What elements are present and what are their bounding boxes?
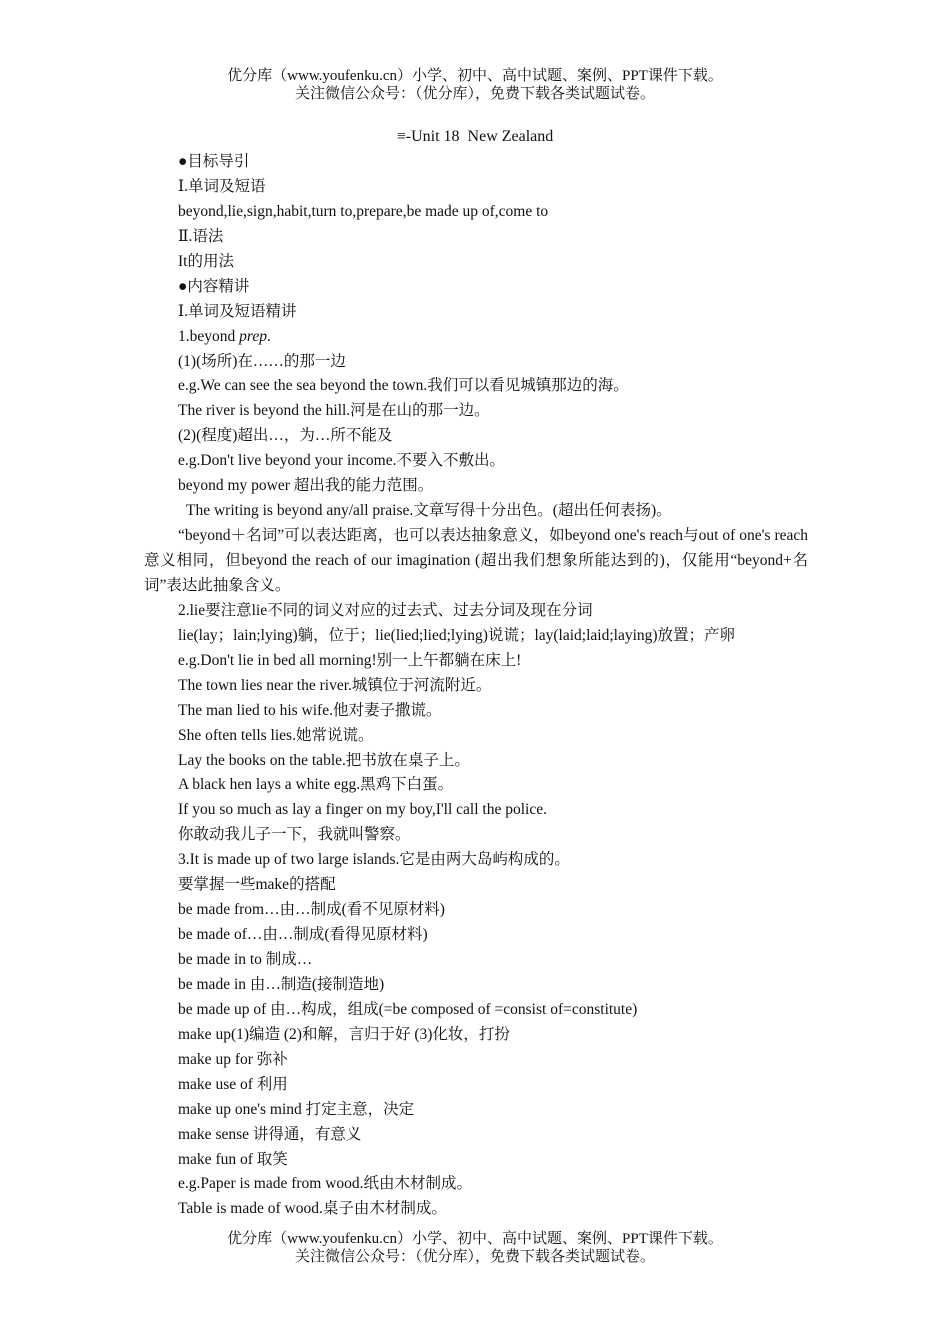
phrase-line: be made up of 由…构成，组成(=be composed of =consist of=constitute) (178, 1000, 638, 1018)
example-line: e.g.Don't live beyond your income.不要入不敷出。 (178, 452, 505, 470)
example-line: 你敢动我儿子一下，我就叫警察。 (178, 826, 411, 844)
entry-lie-heading: 2.lie要注意lie不同的词义对应的过去式、过去分词及现在分词 (178, 601, 593, 619)
text-line: 要掌握一些make的搭配 (178, 876, 336, 894)
phrase-line: make up(1)编造 (2)和解，言归于好 (3)化妆，打扮 (178, 1025, 510, 1043)
phrase-line: make fun of 取笑 (178, 1150, 288, 1168)
example-line: The man lied to his wife.他对妻子撒谎。 (178, 701, 442, 719)
example-line: e.g.Don't lie in bed all morning!别一上午都躺在床上! (178, 651, 522, 669)
example-line: If you so much as lay a finger on my boy,I'll call the police. (178, 801, 547, 819)
phrase-line: make up for 弥补 (178, 1050, 288, 1068)
phrase-line: make up one's mind 打定主意，决定 (178, 1100, 415, 1118)
example-line: e.g.We can see the sea beyond the town.我们可以看见城镇那边的海。 (178, 377, 629, 395)
text-line: lie(lay；lain;lying)躺，位于；lie(lied;lied;lying)说谎；lay(laid;laid;laying)放置；产卵 (178, 626, 736, 644)
header-line-1: 优分库（www.youfenku.cn）小学、初中、高中试题、案例、PPT课件下载。 (227, 68, 723, 84)
entry-punct: . (266, 327, 271, 345)
phrase-line: be made in 由…制造(接制造地) (178, 975, 385, 993)
subheading-vocabulary: Ⅰ.单词及短语 (178, 177, 266, 195)
example-line: Table is made of wood.桌子由木材制成。 (178, 1200, 447, 1218)
grammar-topic: It的用法 (178, 252, 234, 270)
phrase-line: be made from…由…制成(看不见原材料) (178, 901, 445, 919)
page-footer (0, 1230, 950, 1266)
document-body (144, 150, 808, 1222)
entry-made-up-heading: 3.It is made up of two large islands.它是由两大岛屿构成的。 (178, 851, 570, 869)
example-line: The river is beyond the hill.河是在山的那一边。 (178, 402, 490, 420)
example-line: A black hen lays a white egg.黑鸡下白蛋。 (178, 776, 454, 794)
page-title: ≡-Unit 18 New Zealand (396, 128, 554, 145)
section-heading-content: ●内容精讲 (178, 277, 250, 295)
page-header (0, 67, 950, 103)
header-line-2: 关注微信公众号：（优分库），免费下载各类试题试卷。 (294, 86, 655, 102)
vocabulary-list: beyond,lie,sign,habit,turn to,prepare,be made up of,come to (178, 202, 549, 220)
phrase-line: be made of…由…制成(看得见原材料) (178, 926, 428, 944)
text-line: (1)(场所)在……的那一边 (178, 352, 346, 370)
subheading-grammar: Ⅱ.语法 (178, 227, 224, 245)
footer-line-1: 优分库（www.youfenku.cn）小学、初中、高中试题、案例、PPT课件下载。 (227, 1231, 723, 1247)
example-line: She often tells lies.她常说谎。 (178, 726, 374, 744)
example-line: Lay the books on the table.把书放在桌子上。 (178, 751, 470, 769)
example-line: e.g.Paper is made from wood.纸由木材制成。 (178, 1175, 473, 1193)
phrase-line: make use of 利用 (178, 1075, 288, 1093)
phrase-line: be made in to 制成… (178, 951, 313, 969)
example-line: beyond my power 超出我的能力范围。 (178, 477, 434, 495)
example-line: The writing is beyond any/all praise.文章写得十分出色。(超出任何表扬)。 (186, 502, 672, 520)
example-line: The town lies near the river.城镇位于河流附近。 (178, 676, 492, 694)
entry-word: 1.beyond (178, 327, 240, 345)
footer-line-2: 关注微信公众号：（优分库），免费下载各类试题试卷。 (294, 1249, 655, 1265)
part-of-speech: prep (239, 327, 267, 345)
text-line: (2)(程度)超出…，为…所不能及 (178, 427, 393, 445)
entry-beyond-heading (144, 325, 808, 350)
subheading-vocabulary-explained: Ⅰ.单词及短语精讲 (178, 302, 297, 320)
section-heading-goals: ●目标导引 (178, 153, 250, 170)
beyond-usage-paragraph: “beyond＋名词”可以表达距离，也可以表达抽象意义，如beyond one's reach与out of one's reach意义相同，但beyond the reach of our imagination (超出我们想象所能达到的)，仅能用“beyond+名词”表达此抽象含义。 (144, 527, 808, 594)
phrase-line: make sense 讲得通，有意义 (178, 1125, 362, 1143)
